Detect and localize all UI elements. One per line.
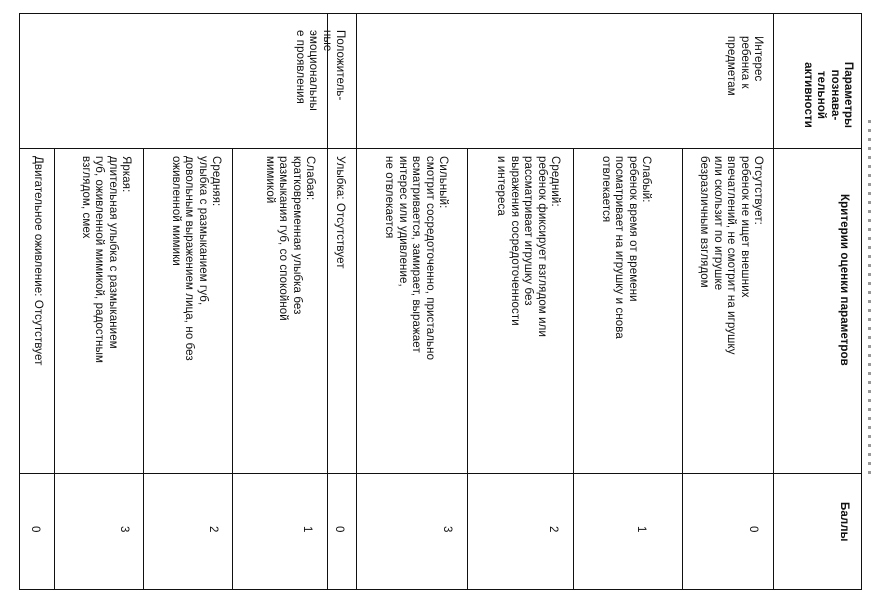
g1-row2-points: 1 bbox=[635, 526, 647, 533]
g2-row1-points: 0 bbox=[333, 526, 345, 533]
header-points: Баллы bbox=[838, 502, 850, 542]
header-criteria: Критерии оценки параметров bbox=[838, 194, 850, 366]
row-divider-3 bbox=[467, 148, 468, 590]
row-divider-6 bbox=[143, 148, 144, 590]
table-border-bottom bbox=[19, 589, 862, 590]
table-border-right bbox=[861, 13, 862, 590]
g1-row1-points: 0 bbox=[747, 526, 759, 533]
g3-row1-points: 0 bbox=[29, 526, 41, 533]
g2-row3-points: 2 bbox=[207, 526, 219, 533]
g1-row3-points: 2 bbox=[547, 526, 559, 533]
g2-row4-criteria: Яркая: длительная улыбка с размыканием губ, оживленной мимикой, радостным взглядом, смех bbox=[79, 156, 132, 363]
g1-row2-criteria: Слабый: ребенок время от времени посматривает на игрушку и снова отвлекается bbox=[599, 156, 652, 339]
group1-param: Интерес ребенка к предметам bbox=[725, 36, 764, 96]
row-divider-2 bbox=[573, 148, 574, 590]
row-divider-5 bbox=[232, 148, 233, 590]
column-divider-params bbox=[19, 148, 862, 149]
g1-row3-criteria: Средний: ребенок фиксирует взглядом или рассматривает игрушку без выражения сосредоточенности и интереса bbox=[495, 156, 561, 337]
group2-param: Положитель- ные эмоциональны е проявления bbox=[293, 30, 346, 111]
header-params: Параметры познава- тельной активности bbox=[801, 61, 854, 129]
g3-row1-criteria: Двигательное оживление: Отсутствует bbox=[32, 156, 44, 366]
g2-row2-points: 1 bbox=[301, 526, 313, 533]
g2-row3-criteria: Средняя: улыбка с размыканием губ, довольным выражением лица, но без оживленной мимики bbox=[169, 156, 222, 361]
column-divider-points bbox=[19, 473, 862, 474]
scan-edge-marks bbox=[868, 120, 871, 480]
header-row-divider bbox=[773, 13, 774, 590]
table-border-top bbox=[19, 13, 862, 14]
group-divider-extra bbox=[356, 13, 357, 590]
g2-row4-points: 3 bbox=[118, 526, 130, 533]
table-border-left bbox=[19, 13, 20, 590]
g2-row2-criteria: Слабая: кратковременная улыбка без размыкания губ, со спокойной мимикой bbox=[263, 156, 316, 321]
g1-row1-criteria: Отсутствует: ребенок не ищет внешних впечатлений, не смотрит на игрушку или скользит по игрушке безразличным взглядом bbox=[698, 156, 764, 355]
g2-row1-criteria: Улыбка: Отсутствует bbox=[334, 156, 346, 269]
row-divider-7 bbox=[54, 148, 55, 590]
g1-row4-points: 3 bbox=[441, 526, 453, 533]
g1-row4-criteria: Сильный: смотрит сосредоточенно, пристально всматривается, замирает, выражает интерес или удивление, не отвлекается bbox=[383, 156, 449, 361]
row-divider-1 bbox=[682, 148, 683, 590]
